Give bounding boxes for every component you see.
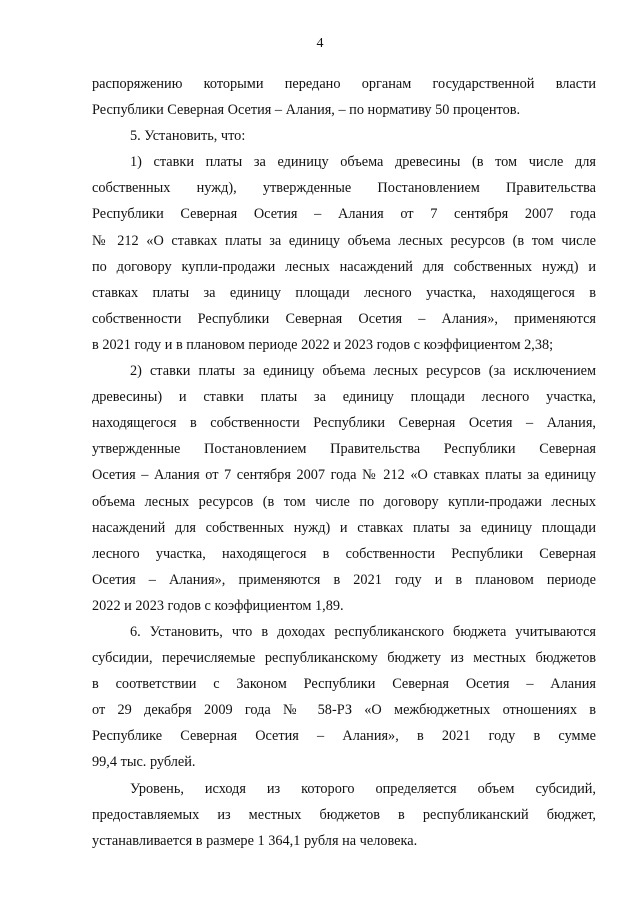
text-line: Осетия – Алания от 7 сентября 2007 года № 212 «О ставках платы за единицу <box>92 467 596 484</box>
text-line: Республики Северная Осетия – Алания от 7 сентября 2007 года <box>92 206 596 223</box>
text-line: 2) ставки платы за единицу объема лесных ресурсов (за исключением <box>130 363 596 380</box>
text-line: субсидии, перечисляемые республиканскому бюджету из местных бюджетов <box>92 650 596 667</box>
text-line: собственности Республики Северная Осетия – Алания», применяются <box>92 310 596 327</box>
document-body <box>92 71 596 854</box>
text-line: № 212 «О ставках платы за единицу объема лесных ресурсов (в том числе <box>92 232 596 249</box>
text-line: насаждений для собственных нужд) и ставках платы за единицу площади <box>92 519 596 536</box>
text-line: от 29 декабря 2009 года № 58-РЗ «О межбюджетных отношениях в <box>92 702 596 719</box>
text-line: собственных нужд), утвержденные Постановлением Правительства <box>92 180 596 197</box>
clause-heading: 5. Установить, что: <box>130 128 246 145</box>
text-line: древесины) и ставки платы за единицу площади лесного участка, <box>92 389 596 406</box>
text-line: Уровень, исходя из которого определяется объем субсидий, <box>130 780 596 797</box>
text-line: распоряжению которыми передано органам государственной власти <box>92 76 596 92</box>
text-line: по договору купли-продажи лесных насаждений для собственных нужд) и <box>92 258 596 275</box>
text-line: находящегося в собственности Республики Северная Осетия – Алания, <box>92 415 596 432</box>
text-line: ставках платы за единицу площади лесного участка, находящегося в <box>92 284 596 301</box>
text-line: Осетия – Алания», применяются в 2021 году и в плановом периоде <box>92 571 596 588</box>
text-line: устанавливается в размере 1 364,1 рубля на человека. <box>92 832 418 849</box>
text-line: объема лесных ресурсов (в том числе по договору купли-продажи лесных <box>92 493 596 510</box>
text-line: 99,4 тыс. рублей. <box>92 754 196 771</box>
text-line: 1) ставки платы за единицу объема древесины (в том числе для <box>130 154 596 171</box>
text-line: в 2021 году и в плановом периоде 2022 и 2023 годов с коэффициентом 2,38; <box>92 336 554 353</box>
text-line: Республики Северная Осетия – Алания, – по нормативу 50 процентов. <box>92 102 521 119</box>
text-line: Республике Северная Осетия – Алания», в 2021 году в сумме <box>92 728 596 745</box>
text-line: предоставляемых из местных бюджетов в республиканский бюджет, <box>92 806 596 823</box>
text-line: в соответствии с Законом Республики Северная Осетия – Алания <box>92 676 596 693</box>
text-line: 2022 и 2023 годов с коэффициентом 1,89. <box>92 597 344 614</box>
clause-heading: 6. Установить, что в доходах республиканского бюджета учитываются <box>130 623 596 640</box>
text-line: утвержденные Постановлением Правительства Республики Северная <box>92 441 596 458</box>
page-number: 4 <box>316 36 324 51</box>
text-line: лесного участка, находящегося в собственности Республики Северная <box>92 545 596 562</box>
